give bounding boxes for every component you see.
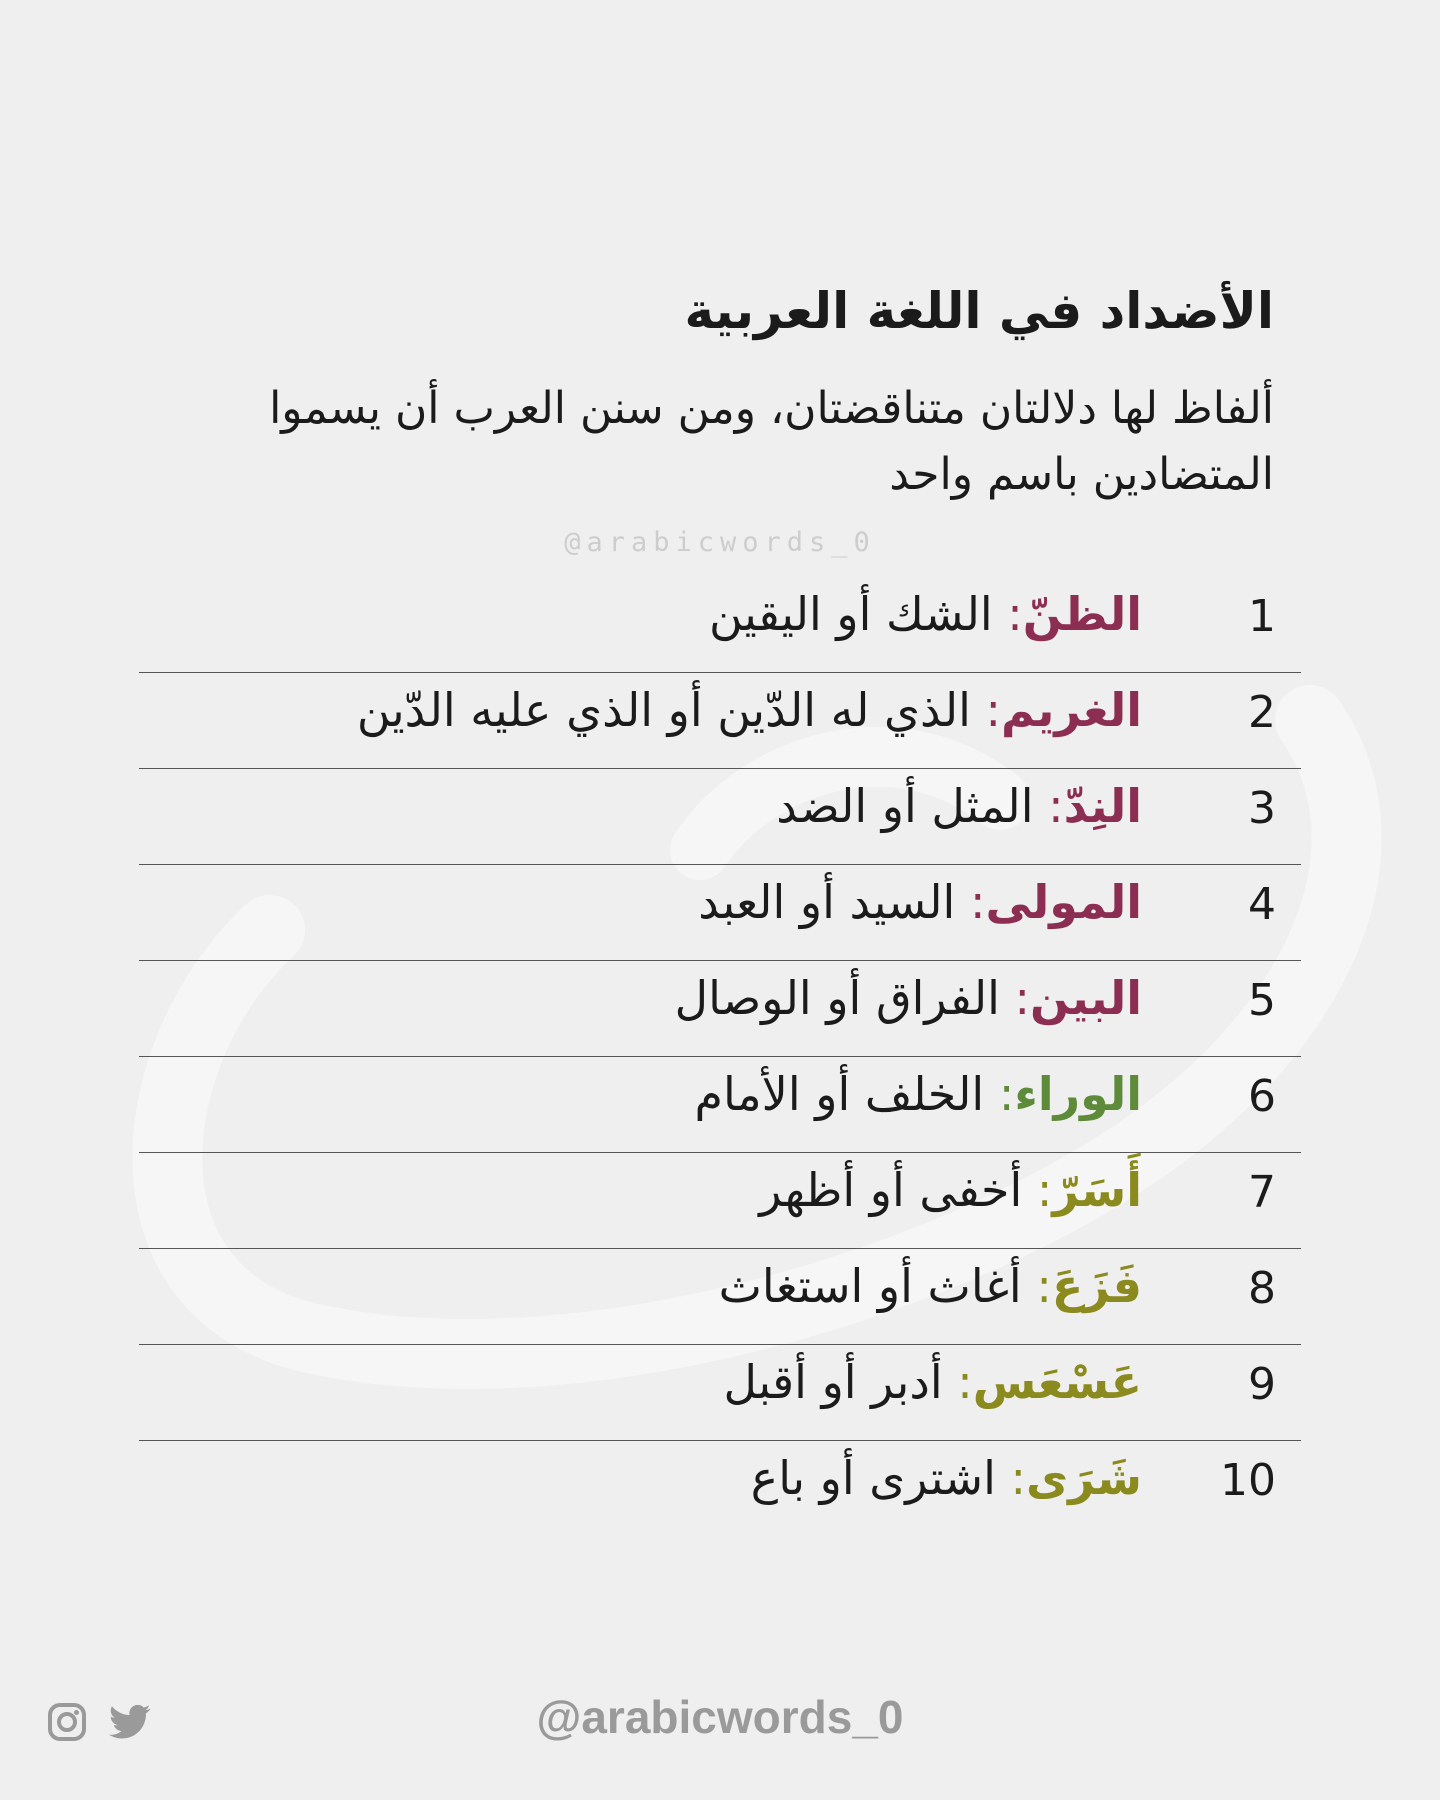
- list-item: [139, 1345, 1301, 1441]
- item-separator: :: [970, 683, 1002, 737]
- item-term: الظنّ: [1022, 587, 1142, 641]
- item-separator: :: [984, 1067, 1015, 1121]
- item-entry: [694, 1067, 1142, 1121]
- item-meaning: الخلف أو الأمام: [694, 1067, 985, 1121]
- item-term: الوراء: [1014, 1067, 1142, 1121]
- item-meaning: أدبر أو أقبل: [723, 1355, 943, 1409]
- page-subtitle: ألفاظ لها دلالتان متناقضتان، ومن سنن العرب أن يسموا المتضادين باسم واحد: [269, 383, 1274, 500]
- item-number: 1: [1248, 591, 1276, 642]
- item-meaning: الذي له الدّين أو الذي عليه الدّين: [356, 683, 971, 737]
- item-separator: :: [1021, 1259, 1052, 1313]
- list-item: [139, 865, 1301, 961]
- item-separator: :: [942, 1355, 973, 1409]
- list-item: [139, 577, 1301, 673]
- item-term: شَرَى: [1025, 1451, 1142, 1505]
- item-entry: [759, 1163, 1142, 1217]
- list-item: [139, 1249, 1301, 1345]
- item-entry: [723, 1355, 1142, 1409]
- item-number: 7: [1248, 1167, 1276, 1218]
- item-term: المولى: [985, 875, 1142, 929]
- item-entry: [709, 587, 1142, 641]
- item-meaning: السيد أو العبد: [698, 875, 956, 929]
- item-number: 2: [1248, 687, 1276, 738]
- item-number: 5: [1248, 975, 1276, 1026]
- item-number: 8: [1248, 1263, 1276, 1314]
- item-separator: :: [995, 1451, 1026, 1505]
- item-entry: [776, 779, 1142, 833]
- item-meaning: أخفى أو أظهر: [759, 1163, 1023, 1217]
- page-title: الأضداد في اللغة العربية: [684, 282, 1274, 340]
- list-item: [139, 961, 1301, 1057]
- item-term: البين: [1030, 971, 1142, 1025]
- item-term: فَزَعَ: [1051, 1259, 1142, 1313]
- item-entry: [357, 683, 1142, 737]
- item-number: 3: [1248, 783, 1276, 834]
- item-meaning: الشك أو اليقين: [708, 587, 993, 641]
- item-meaning: أغاث أو استغاث: [718, 1259, 1022, 1313]
- item-entry: [751, 1451, 1142, 1505]
- item-number: 9: [1248, 1359, 1276, 1410]
- item-meaning: الفراق أو الوصال: [674, 971, 1000, 1025]
- watermark-handle: @arabicwords_0: [564, 527, 876, 558]
- item-separator: :: [999, 971, 1030, 1025]
- footer-handle[interactable]: @arabicwords_0: [536, 1691, 904, 1743]
- item-number: 6: [1248, 1071, 1276, 1122]
- item-number: 4: [1248, 879, 1276, 930]
- antonyms-list: [139, 577, 1301, 1536]
- item-separator: :: [992, 587, 1023, 641]
- item-entry: [719, 1259, 1142, 1313]
- item-term: أَسَرّ: [1052, 1163, 1142, 1217]
- item-number: 10: [1220, 1455, 1276, 1506]
- item-separator: :: [1033, 779, 1064, 833]
- item-meaning: اشترى أو باع: [750, 1451, 996, 1505]
- item-term: عَسْعَس: [972, 1355, 1142, 1409]
- item-meaning: المثل أو الضد: [776, 779, 1034, 833]
- list-item: [139, 1441, 1301, 1536]
- list-item: [139, 769, 1301, 865]
- item-separator: :: [1022, 1163, 1053, 1217]
- item-term: الغريم: [1001, 683, 1142, 737]
- list-item: [139, 1057, 1301, 1153]
- item-term: النِدّ: [1063, 779, 1142, 833]
- list-item: [139, 1153, 1301, 1249]
- item-entry: [675, 971, 1142, 1025]
- item-separator: :: [955, 875, 986, 929]
- item-entry: [698, 875, 1142, 929]
- list-item: [139, 673, 1301, 769]
